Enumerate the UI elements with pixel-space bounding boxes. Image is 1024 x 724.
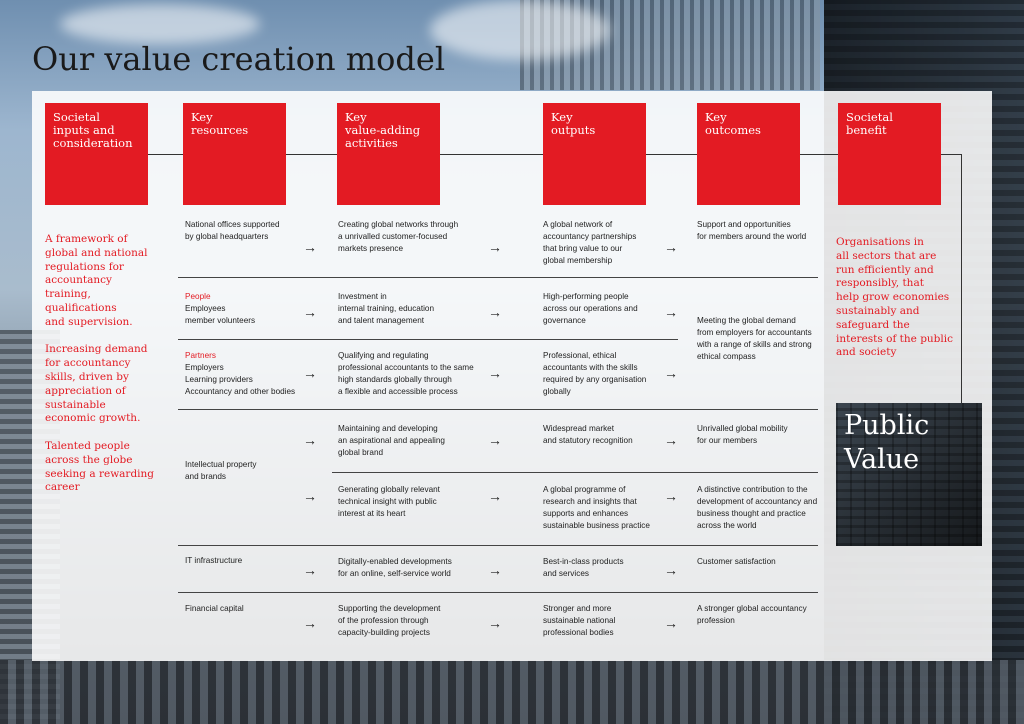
background-city-bottom — [0, 660, 1024, 724]
activity-item: Investment in internal training, education and talent management — [338, 292, 435, 325]
header-societal-benefit — [838, 103, 941, 205]
resource-people-label: People — [185, 292, 211, 301]
flow-arrow-icon: → — [303, 304, 317, 320]
flow-arrow-icon: → — [488, 615, 502, 631]
resource-it-infrastructure: IT infrastructure — [185, 556, 243, 565]
row-separator — [178, 339, 678, 340]
outcome-item: Support and opportunities for members around the world — [697, 220, 807, 241]
resource-financial-capital: Financial capital — [185, 604, 244, 613]
header-key-activities — [337, 103, 440, 205]
flow-arrow-icon: → — [488, 304, 502, 320]
header-label: Societal inputs and consideration — [53, 110, 133, 150]
public-value-connector-line — [961, 154, 962, 403]
header-label: Societal benefit — [846, 110, 893, 137]
flow-arrow-icon: → — [303, 432, 317, 448]
output-item: A global network of accountancy partnerships that bring value to our global membership — [543, 220, 637, 265]
resource-partners: Employers Learning providers Accountancy and other bodies — [185, 363, 296, 396]
outcome-item: A stronger global accountancy profession — [697, 604, 807, 625]
flow-arrow-icon: → — [303, 562, 317, 578]
outcome-item: Unrivalled global mobility for our members — [697, 424, 788, 445]
flow-arrow-icon: → — [303, 239, 317, 255]
resource-intellectual-property: Intellectual property and brands — [185, 460, 257, 481]
societal-inputs-text: A framework of global and national regulations for accountancy training, qualifications and supervision. Increasing demand for accountancy skills, driven by appreciation of sustainable economic growth. Talented people across the globe seeking a rewarding career — [45, 233, 155, 494]
flow-arrow-icon: → — [664, 304, 678, 320]
output-item: Stronger and more sustainable national professional bodies — [543, 604, 616, 637]
flow-arrow-icon: → — [664, 239, 678, 255]
row-separator — [178, 409, 818, 410]
resource-people: Employees member volunteers — [185, 304, 256, 325]
activity-item: Creating global networks through a unrivalled customer-focused markets presence — [338, 220, 459, 253]
header-key-outcomes — [697, 103, 800, 205]
flow-arrow-icon: → — [488, 365, 502, 381]
output-item: Widespread market and statutory recognition — [543, 424, 633, 445]
flow-arrow-icon: → — [303, 615, 317, 631]
activity-item: Generating globally relevant technical insight with public interest at its heart — [338, 485, 440, 518]
header-key-resources — [183, 103, 286, 205]
flow-arrow-icon: → — [664, 488, 678, 504]
background-cloud — [430, 0, 610, 60]
flow-arrow-icon: → — [303, 488, 317, 504]
header-societal-inputs — [45, 103, 148, 205]
output-item: A global programme of research and insights that supports and enhances sustainable business practice — [543, 485, 650, 530]
flow-arrow-icon: → — [303, 365, 317, 381]
page-title: Our value creation model — [32, 40, 446, 78]
row-separator — [178, 592, 818, 593]
header-label: Key outputs — [551, 110, 596, 137]
header-key-outputs — [543, 103, 646, 205]
societal-benefit-text: Organisations in all sectors that are run efficiently and responsibly, that help grow economies sustainably and safeguard the interests of the public and society — [836, 236, 954, 359]
public-value-label: Public Value — [844, 410, 930, 475]
background-cloud — [60, 4, 260, 44]
output-item: Best-in-class products and services — [543, 557, 624, 578]
activity-item: Digitally-enabled developments for an online, self-service world — [338, 557, 452, 578]
outcome-item: A distinctive contribution to the development of accountancy and business thought and practice across the world — [697, 485, 818, 530]
row-separator — [178, 545, 818, 546]
flow-arrow-icon: → — [664, 365, 678, 381]
header-label: Key outcomes — [705, 110, 761, 137]
flow-arrow-icon: → — [664, 615, 678, 631]
activity-item: Qualifying and regulating professional accountants to the same high standards globally through a flexible and accessible process — [338, 351, 474, 396]
row-separator — [332, 472, 818, 473]
output-item: Professional, ethical accountants with the skills required by any organisation globally — [543, 351, 647, 396]
flow-arrow-icon: → — [664, 432, 678, 448]
activity-item: Maintaining and developing an aspirational and appealing global brand — [338, 424, 445, 457]
header-label: Key value-adding activities — [345, 110, 421, 150]
output-item: High-performing people across our operations and governance — [543, 292, 638, 325]
flow-arrow-icon: → — [664, 562, 678, 578]
public-value-box — [836, 403, 982, 546]
row-separator — [178, 277, 818, 278]
flow-arrow-icon: → — [488, 488, 502, 504]
outcome-item: Meeting the global demand from employers for accountants with a range of skills and strong ethical compass — [697, 316, 812, 361]
activity-item: Supporting the development of the profession through capacity-building projects — [338, 604, 441, 637]
resource-national-offices: National offices supported by global headquarters — [185, 220, 280, 241]
header-label: Key resources — [191, 110, 249, 137]
flow-arrow-icon: → — [488, 562, 502, 578]
flow-arrow-icon: → — [488, 239, 502, 255]
resource-partners-label: Partners — [185, 351, 216, 360]
outcome-item: Customer satisfaction — [697, 557, 776, 566]
flow-arrow-icon: → — [488, 432, 502, 448]
